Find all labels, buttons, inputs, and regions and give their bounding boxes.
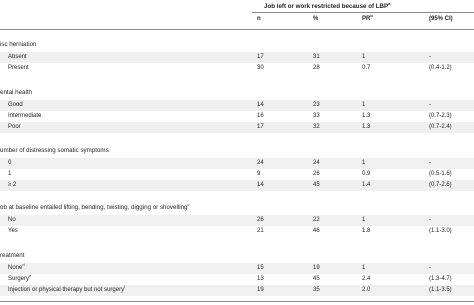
cell-percent: 28 bbox=[313, 65, 320, 71]
cell-n: 26 bbox=[257, 217, 264, 223]
cell-pr: 1.8 bbox=[362, 228, 371, 234]
row-label-text: Surgery bbox=[8, 276, 30, 282]
col-header-pr-footnote: b bbox=[370, 13, 373, 18]
cell-n: 13 bbox=[257, 276, 264, 282]
cell-percent: 46 bbox=[313, 228, 320, 234]
row-label bbox=[8, 262, 25, 271]
table-row bbox=[0, 63, 474, 74]
bottom-rule bbox=[0, 301, 474, 302]
cell-ci: (1.1-3.0) bbox=[429, 228, 452, 234]
cell-n: 15 bbox=[257, 265, 264, 271]
cell-pr: 0.7 bbox=[362, 65, 371, 71]
spanning-header-footnote: a bbox=[388, 0, 391, 6]
cell-pr: 1.3 bbox=[362, 113, 371, 119]
cell-ci: - bbox=[429, 160, 431, 166]
col-header-pr bbox=[362, 13, 373, 22]
table-row bbox=[0, 226, 474, 237]
row-label: Absent bbox=[8, 54, 27, 60]
group-title-text: umber of distressing somatic symptoms bbox=[0, 147, 109, 154]
row-label: No bbox=[8, 217, 16, 223]
cell-n: 17 bbox=[257, 54, 264, 60]
table-row bbox=[0, 263, 474, 274]
cell-percent: 24 bbox=[313, 160, 320, 166]
row-label: Intermediate bbox=[8, 113, 42, 119]
table-row bbox=[0, 158, 474, 169]
table-row bbox=[0, 274, 474, 285]
cell-percent: 45 bbox=[313, 182, 320, 188]
cell-n: 9 bbox=[257, 171, 261, 177]
cell-pr: 2.4 bbox=[362, 276, 371, 282]
table-row bbox=[0, 180, 474, 191]
cell-ci: - bbox=[429, 54, 431, 60]
cell-n: 14 bbox=[257, 182, 264, 188]
cell-n: 19 bbox=[257, 287, 264, 293]
cell-percent: 35 bbox=[313, 287, 320, 293]
group-title-text: reatment bbox=[0, 252, 25, 259]
table-row bbox=[0, 122, 474, 133]
cell-n: 16 bbox=[257, 113, 264, 119]
cell-ci: (0.7-2.3) bbox=[429, 113, 452, 119]
row-label bbox=[8, 273, 32, 282]
table-row bbox=[0, 100, 474, 111]
cell-percent: 32 bbox=[313, 124, 320, 130]
group-title-job-baseline bbox=[0, 201, 190, 211]
row-label: 1 bbox=[8, 171, 12, 177]
cell-pr: 1.3 bbox=[362, 124, 371, 130]
row-label: 0 bbox=[8, 160, 12, 166]
group-title-text: isc herniation bbox=[0, 41, 37, 48]
cell-ci: (0.4-1.2) bbox=[429, 65, 452, 71]
group-title-somatic-symptoms bbox=[0, 147, 109, 154]
col-header-pr-text: PR bbox=[362, 16, 371, 22]
header-rule bbox=[0, 29, 474, 30]
cell-ci: - bbox=[429, 102, 431, 108]
cell-n: 24 bbox=[257, 160, 264, 166]
table-row bbox=[0, 52, 474, 63]
cell-pr: 2.0 bbox=[362, 287, 371, 293]
cell-percent: 45 bbox=[313, 276, 320, 282]
row-label: Yes bbox=[8, 228, 18, 234]
cell-percent: 33 bbox=[313, 113, 320, 119]
cell-percent: 26 bbox=[313, 171, 320, 177]
cell-ci: (0.7-2.4) bbox=[429, 124, 452, 130]
col-header-percent: % bbox=[313, 16, 319, 22]
row-label: Good bbox=[8, 102, 23, 108]
spanning-header-text: Job left or work restricted because of LBP bbox=[264, 3, 389, 10]
row-label: Present bbox=[8, 65, 29, 71]
cell-pr: 1 bbox=[362, 54, 366, 60]
table-row bbox=[0, 169, 474, 180]
group-title-disc-herniation bbox=[0, 41, 36, 48]
group-title-text: ob at baseline entailed lifting, bending, twisting, digging or shovelling bbox=[0, 204, 188, 211]
group-title-text: ental health bbox=[0, 89, 32, 96]
row-label-text: Injection or physical therapy but not surgery bbox=[8, 287, 125, 293]
cell-percent: 19 bbox=[313, 265, 320, 271]
cell-n: 14 bbox=[257, 102, 264, 108]
group-title-footnote: c bbox=[187, 201, 190, 207]
row-label-footnote: e bbox=[29, 273, 32, 278]
cell-pr: 0.9 bbox=[362, 171, 371, 177]
cell-n: 21 bbox=[257, 228, 264, 234]
row-label bbox=[8, 284, 126, 293]
cell-percent: 31 bbox=[313, 54, 320, 60]
cell-n: 17 bbox=[257, 124, 264, 130]
cell-ci: (1.3-4.7) bbox=[429, 276, 452, 282]
spanning-header-rule bbox=[252, 12, 474, 13]
cell-pr: 1.4 bbox=[362, 182, 371, 188]
col-header-n: n bbox=[257, 16, 261, 22]
table-row bbox=[0, 215, 474, 226]
cell-pr: 1 bbox=[362, 265, 366, 271]
table-row bbox=[0, 285, 474, 296]
row-label: ≥ 2 bbox=[8, 182, 17, 188]
table-row bbox=[0, 111, 474, 122]
spanning-header-title bbox=[264, 0, 391, 10]
row-label-footnote: f bbox=[124, 284, 126, 289]
row-label-text: None bbox=[8, 265, 23, 271]
cell-ci: - bbox=[429, 217, 431, 223]
cell-pr: 1 bbox=[362, 102, 366, 108]
group-title-treatment bbox=[0, 252, 24, 259]
group-title-mental-health bbox=[0, 89, 32, 96]
cell-pr: 1 bbox=[362, 217, 366, 223]
cell-ci: (0.7-2.6) bbox=[429, 182, 452, 188]
cell-ci: - bbox=[429, 265, 431, 271]
cell-pr: 1 bbox=[362, 160, 366, 166]
row-label-footnote: d bbox=[22, 262, 25, 267]
cell-ci: (0.5-1.6) bbox=[429, 171, 452, 177]
row-label: Poor bbox=[8, 124, 21, 130]
cell-ci: (1.1-3.5) bbox=[429, 287, 452, 293]
cell-n: 30 bbox=[257, 65, 264, 71]
cell-percent: 22 bbox=[313, 217, 320, 223]
cell-percent: 23 bbox=[313, 102, 320, 108]
col-header-ci: (95% CI) bbox=[429, 16, 453, 22]
